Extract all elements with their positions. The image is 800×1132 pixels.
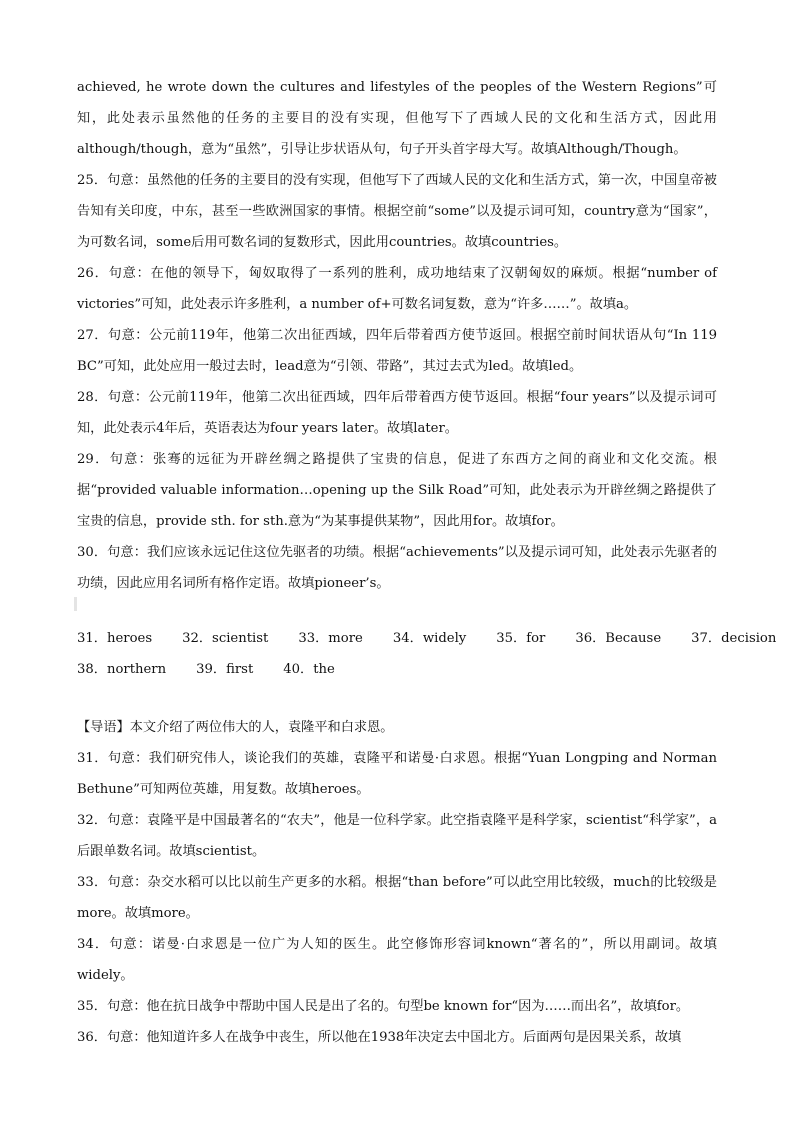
answer-39: 39．first [196, 662, 254, 677]
paragraph-26: 26．句意：在他的领导下，匈奴取得了一系列的胜利，成功地结束了汉朝匈奴的麻烦。根据“number of victories”可知，此处表示许多胜利，a number of+可数名词复数，意为“许多……”。故填a。 [77, 266, 717, 312]
scan-mark [74, 597, 77, 611]
paragraph-36: 36．句意：他知道许多人在战争中丧生，所以他在1938年决定去中国北方。后面两句是因果关系，故填 [77, 1030, 682, 1045]
intro-paragraph: 【导语】本文介绍了两位伟大的人，袁隆平和白求恩。 [77, 720, 394, 735]
answer-33: 33．more [298, 631, 363, 646]
paragraph-32: 32．句意：袁隆平是中国最著名的“农夫”，他是一位科学家。此空指袁隆平是科学家，scientist“科学家”，a后跟单数名词。故填scientist。 [77, 813, 717, 859]
paragraph-30: 30．句意：我们应该永远记住这位先驱者的功绩。根据“achievements”以及提示词可知，此处表示先驱者的功绩，因此应用名词所有格作定语。故填pioneer’s。 [77, 545, 717, 591]
answer-row-2 [77, 654, 727, 685]
paragraph-35: 35．句意：他在抗日战争中帮助中国人民是出了名的。句型be known for“因为……而出名”，故填for。 [77, 999, 690, 1014]
answer-35: 35．for [496, 631, 546, 646]
paragraph-25: 25．句意：虽然他的任务的主要目的没有实现，但他写下了西域人民的文化和生活方式，第一次，中国皇帝被告知有关印度，中东，甚至一些欧洲国家的事情。根据空前“some”以及提示词可知，country意为“国家”，为可数名词，some后用可数名词的复数形式，因此用countries。故填countries。 [77, 173, 717, 250]
paragraph-33: 33．句意：杂交水稻可以比以前生产更多的水稻。根据“than before”可以此空用比较级，much的比较级是more。故填more。 [77, 875, 717, 921]
answer-38: 38．northern [77, 662, 167, 677]
answer-37: 37．decision [691, 631, 777, 646]
paragraph-31: 31．句意：我们研究伟人，谈论我们的英雄，袁隆平和诺曼·白求恩。根据“Yuan Longping and Norman Bethune”可知两位英雄，用复数。故填heroes。 [77, 751, 717, 797]
answer-key [77, 623, 777, 685]
paragraph-24-continued: achieved, he wrote down the cultures and lifestyles of the peoples of the Western Regions”可知，此处表示虽然他的任务的主要目的没有实现，但他写下了西域人民的文化和生活方式，因此用although/though，意为“虽然”，引导让步状语从句，句子开头首字母大写。故填Although/Though。 [77, 80, 717, 157]
paragraph-29: 29．句意：张骞的远征为开辟丝绸之路提供了宝贵的信息，促进了东西方之间的商业和文化交流。根据“provided valuable information…opening up the Silk Road”可知，此处表示为开辟丝绸之路提供了宝贵的信息，provide sth. for sth.意为“为某事提供某物”，因此用for。故填for。 [77, 452, 717, 529]
answer-34: 34．widely [392, 631, 467, 646]
answer-row-1 [77, 623, 777, 654]
paragraph-28: 28．句意：公元前119年，他第二次出征西域，四年后带着西方使节返回。根据“four years”以及提示词可知，此处表示4年后，英语表达为four years later。故填later。 [77, 390, 717, 436]
paragraph-27: 27．句意：公元前119年，他第二次出征西域，四年后带着西方使节返回。根据空前时间状语从句“In 119 BC”可知，此处应用一般过去时，lead意为“引领、带路”，其过去式为led。故填led。 [77, 328, 717, 374]
answer-31: 31．heroes [77, 631, 153, 646]
answer-36: 36．Because [575, 631, 662, 646]
answer-40: 40．the [283, 662, 335, 677]
paragraph-34: 34．句意：诺曼·白求恩是一位广为人知的医生。此空修饰形容词known“著名的”，所以用副词。故填widely。 [77, 937, 717, 983]
answer-32: 32．scientist [182, 631, 269, 646]
